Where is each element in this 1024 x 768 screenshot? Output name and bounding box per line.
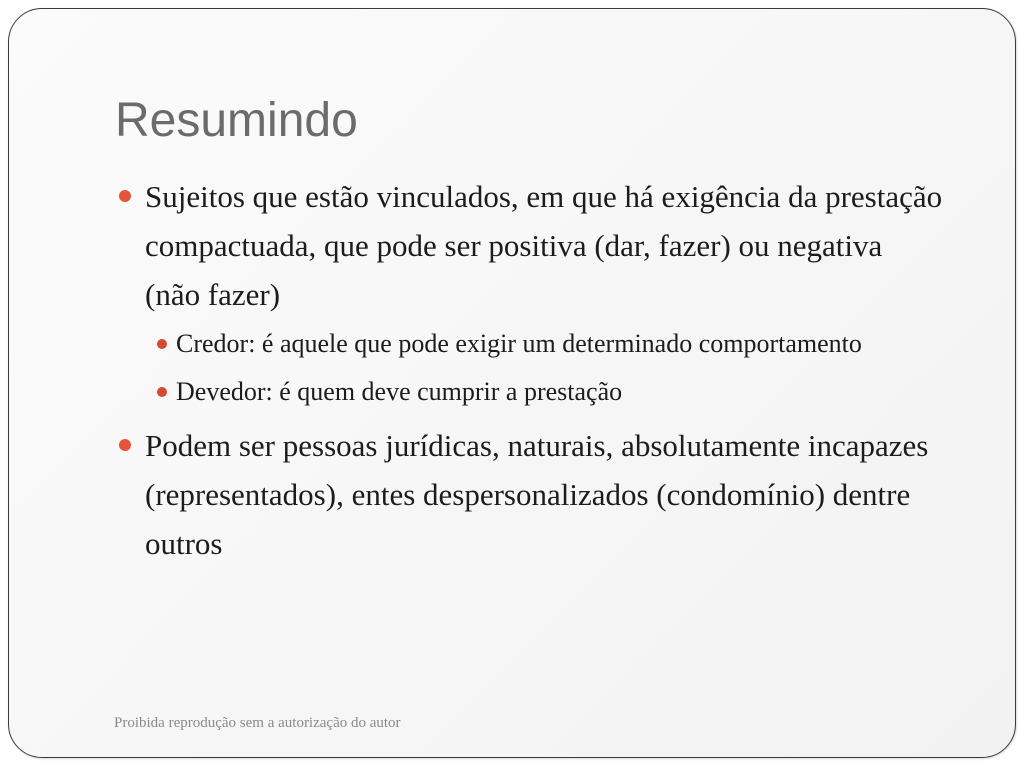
bullet-dot-icon	[119, 190, 131, 202]
bullet-item	[115, 172, 945, 319]
sub-bullet-item	[115, 323, 945, 365]
bullet-item	[115, 421, 945, 568]
bullet-text: Podem ser pessoas jurídicas, naturais, absolutamente incapazes (representados), entes despersonalizados (condomínio) dentre outros	[145, 428, 929, 561]
slide-footer: Proibida reprodução sem a autorização do autor	[114, 715, 401, 731]
sub-bullet-text: Credor: é aquele que pode exigir um determinado comportamento	[176, 329, 862, 358]
sub-bullet-dot-icon	[157, 339, 167, 349]
slide-content	[115, 172, 945, 572]
slide-frame	[8, 8, 1016, 758]
sub-bullet-dot-icon	[157, 387, 167, 397]
slide-title: Resumindo	[115, 94, 358, 147]
bullet-dot-icon	[119, 439, 131, 451]
sub-bullet-item	[115, 371, 945, 413]
sub-bullet-text: Devedor: é quem deve cumprir a prestação	[176, 377, 623, 406]
bullet-text: Sujeitos que estão vinculados, em que há exigência da prestação compactuada, que pode ser positiva (dar, fazer) ou negativa (não fazer)	[145, 179, 943, 312]
sub-bullet-list	[115, 323, 945, 413]
